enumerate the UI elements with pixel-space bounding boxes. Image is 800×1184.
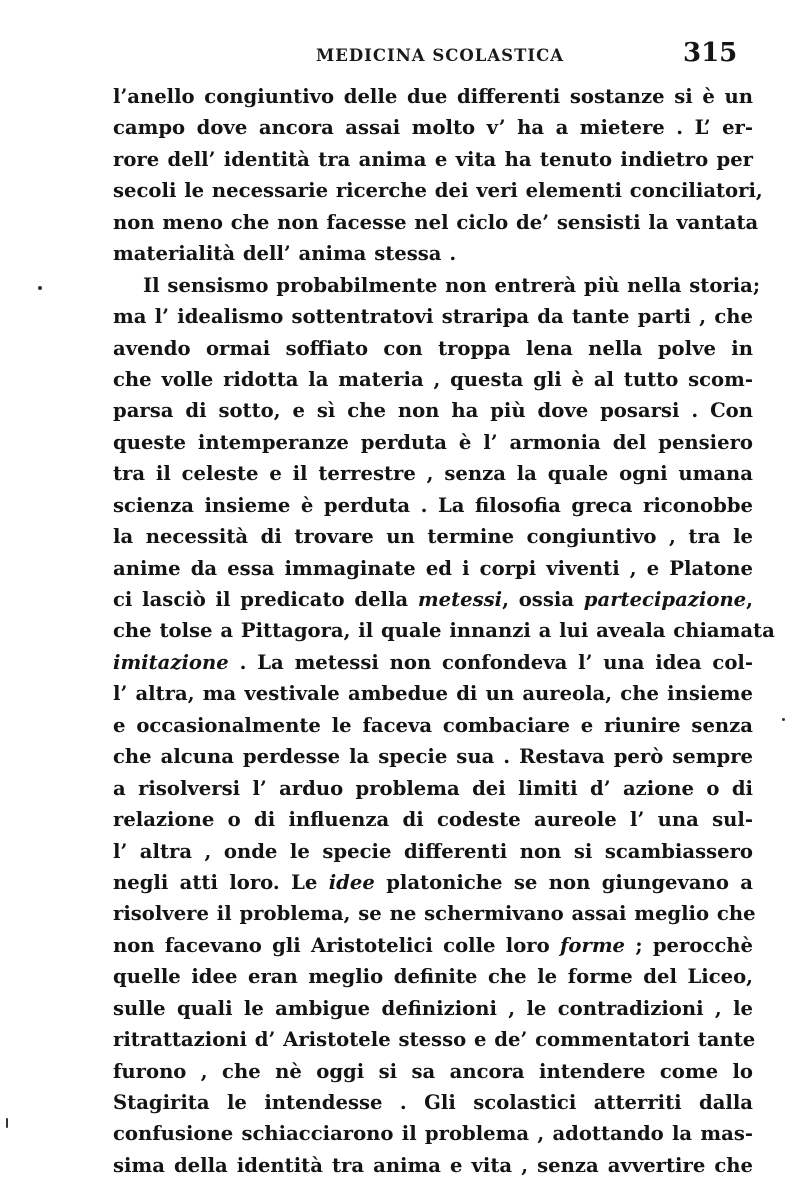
text-line: Stagirita le intendesse . Gli scolastici atterriti dalla — [113, 1091, 753, 1114]
text-line: campo dove ancora assai molto v’ ha a mietere . L’ er- — [113, 116, 753, 140]
text-line: Il sensismo probabilmente non entrerà più nella storia; — [143, 273, 761, 297]
text-line: non meno che non facesse nel ciclo de’ sensisti la vantata — [113, 210, 759, 234]
print-speck — [6, 1118, 8, 1128]
text-line: e occasionalmente le faceva combaciare e riunire senza — [113, 713, 753, 737]
text-segment: ; perocchè — [635, 933, 753, 957]
text-line: rore dell’ identità tra anima e vita ha tenuto indietro per — [113, 147, 753, 171]
text-segment: platoniche se non giungevano a — [386, 870, 753, 894]
text-line — [113, 867, 753, 898]
text-line: furono , che nè oggi si sa ancora intendere come lo — [113, 1059, 753, 1083]
text-line: che volle ridotta la materia , questa gli è al tutto scom- — [113, 367, 753, 391]
text-line: risolvere il problema, se ne schermivano assai meglio che — [113, 902, 756, 926]
text-line: l’anello congiuntivo delle due differenti sostanze si è un — [113, 85, 753, 108]
text-line: anime da essa immaginate ed i corpi viventi , e Platone — [113, 556, 753, 580]
text-line: avendo ormai soffiato con troppa lena nella polve in — [113, 336, 753, 360]
print-speck — [782, 718, 785, 721]
text-line: confusione schiacciarono il problema , adottando la mas- — [113, 1122, 753, 1146]
italic-term-partecipazione: partecipazione — [583, 588, 747, 611]
italic-term-idee: idee — [328, 870, 375, 894]
italic-term-imitazione: imitazione — [113, 650, 229, 674]
body-text — [113, 81, 775, 1181]
text-line: relazione o di influenza di codeste aureole l’ una sul- — [113, 808, 753, 832]
text-line: sulle quali le ambigue definizioni , le contradizioni , le — [113, 996, 753, 1020]
text-line: scienza insieme è perduta . La filosofia greca riconobbe — [113, 493, 753, 517]
running-title: MEDICINA SCOLASTICA — [316, 46, 565, 65]
text-line: sima della identità tra anima e vita , senza avvertire che — [113, 1153, 753, 1177]
text-line: l’ altra , onde le specie differenti non si scambiassero — [113, 839, 753, 863]
text-line: l’ altra, ma vestivale ambedue di un aureola, che insieme — [113, 682, 753, 706]
italic-term-metessi: metessi — [417, 588, 503, 611]
text-line: tra il celeste e il terrestre , senza la quale ogni umana — [113, 462, 753, 486]
text-line: queste intemperanze perduta è l’ armonia del pensiero — [113, 430, 753, 454]
text-line: che tolse a Pittagora, il quale innanzi a lui aveala chiamata — [113, 619, 775, 643]
text-segment: , ossia — [502, 588, 575, 611]
text-line: quelle idee eran meglio definite che le forme del Liceo, — [113, 965, 753, 989]
text-segment: non facevano gli Aristotelici colle loro — [113, 933, 550, 957]
text-line: materialità dell’ anima stessa . — [113, 242, 457, 266]
running-header — [0, 36, 800, 76]
page-number: 315 — [683, 38, 738, 68]
text-line: ritrattazioni d’ Aristotele stesso e de’ commentatori tante — [113, 1028, 756, 1052]
italic-term-forme: forme — [560, 933, 626, 957]
text-line: secoli le necessarie ricerche dei veri elementi conciliatori, — [113, 179, 763, 203]
text-line — [113, 584, 753, 615]
text-segment: negli atti loro. Le — [113, 870, 318, 894]
text-segment: . La metessi non confondeva l’ una idea col- — [239, 650, 754, 674]
text-line — [113, 647, 753, 678]
text-line: parsa di sotto, e sì che non ha più dove posarsi . Con — [113, 399, 753, 423]
text-line: ma l’ idealismo sottentratovi straripa da tante parti , che — [113, 305, 753, 329]
text-line — [113, 930, 753, 961]
text-segment: , — [746, 588, 753, 611]
text-line: a risolversi l’ arduo problema dei limiti d’ azione o di — [113, 776, 753, 800]
text-line: che alcuna perdesse la specie sua . Restava però sempre — [113, 745, 753, 769]
print-speck — [38, 286, 42, 290]
text-segment: ci lasciò il predicato della — [113, 588, 409, 611]
text-line: la necessità di trovare un termine congiuntivo , tra le — [113, 525, 753, 549]
